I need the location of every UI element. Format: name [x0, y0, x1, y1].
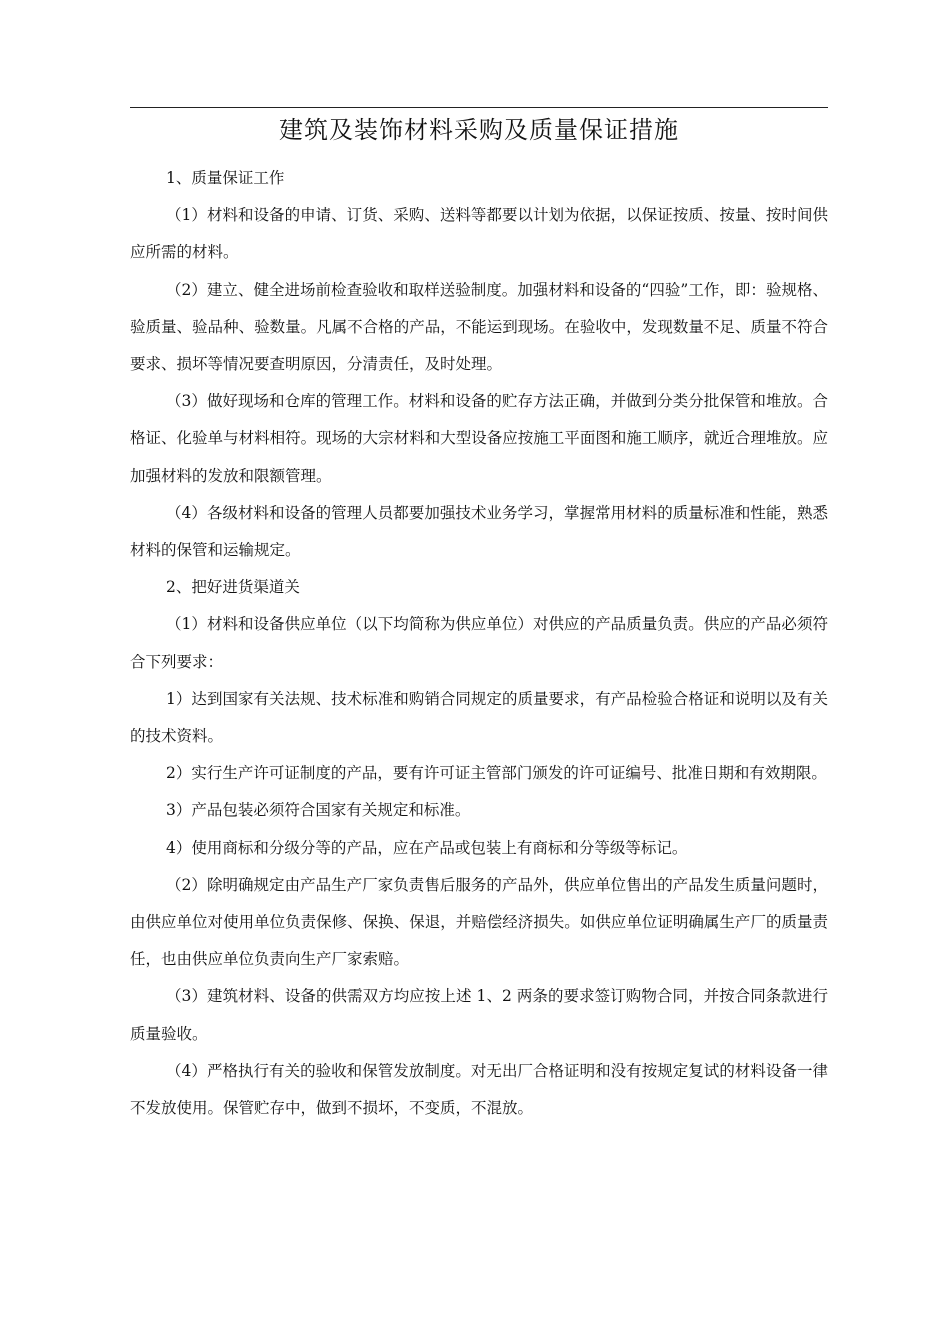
paragraph: （4）各级材料和设备的管理人员都要加强技术业务学习，掌握常用材料的质量标准和性能，熟悉材料的保管和运输规定。: [130, 503, 828, 560]
list-item: 4）使用商标和分级分等的产品，应在产品或包装上有商标和分等级等标记。: [166, 838, 688, 857]
list-item: 1）达到国家有关法规、技术标准和购销合同规定的质量要求，有产品检验合格证和说明以及有关的技术资料。: [130, 689, 828, 746]
paragraph: （2）除明确规定由产品生产厂家负责售后服务的产品外，供应单位售出的产品发生质量问题时，由供应单位对使用单位负责保修、保换、保退，并赔偿经济损失。如供应单位证明确属生产厂的质量责任，也由供应单位负责向生产厂家索赔。: [130, 875, 828, 969]
section-heading-1: 1、质量保证工作: [166, 169, 285, 187]
header-rule: [130, 107, 828, 108]
paragraph: （3）建筑材料、设备的供需双方均应按上述 1、2 两条的要求签订购物合同，并按合同条款进行质量验收。: [130, 987, 828, 1043]
paragraph: （1）材料和设备的申请、订货、采购、送料等都要以计划为依据，以保证按质、按量、按时间供应所需的材料。: [130, 206, 828, 262]
paragraph: （3）做好现场和仓库的管理工作。材料和设备的贮存方法正确，并做到分类分批保管和堆放。合格证、化验单与材料相符。现场的大宗材料和大型设备应按施工平面图和施工顺序，就近合理堆放。应加强材料的发放和限额管理。: [130, 392, 828, 485]
paragraph: （4）严格执行有关的验收和保管发放制度。对无出厂合格证明和没有按规定复试的材料设备一律不发放使用。保管贮存中，做到不损坏，不变质，不混放。: [130, 1061, 828, 1118]
list-item: 2）实行生产许可证制度的产品，要有许可证主管部门颁发的许可证编号、批准日期和有效期限。: [166, 764, 827, 783]
document-page: [130, 107, 828, 1127]
section-heading-2: 2、把好进货渠道关: [166, 578, 300, 597]
paragraph: （1）材料和设备供应单位（以下均简称为供应单位）对供应的产品质量负责。供应的产品必须符合下列要求：: [130, 615, 828, 671]
document-title: 建筑及装饰材料采购及质量保证措施: [279, 116, 679, 144]
paragraph: （2）建立、健全进场前检查验收和取样送验制度。加强材料和设备的“四验”工作，即：验规格、验质量、验品种、验数量。凡属不合格的产品，不能运到现场。在验收中，发现数量不足、质量不符合要求、损坏等情况要查明原因，分清责任，及时处理。: [130, 280, 828, 374]
list-item: 3）产品包装必须符合国家有关规定和标准。: [166, 801, 471, 820]
